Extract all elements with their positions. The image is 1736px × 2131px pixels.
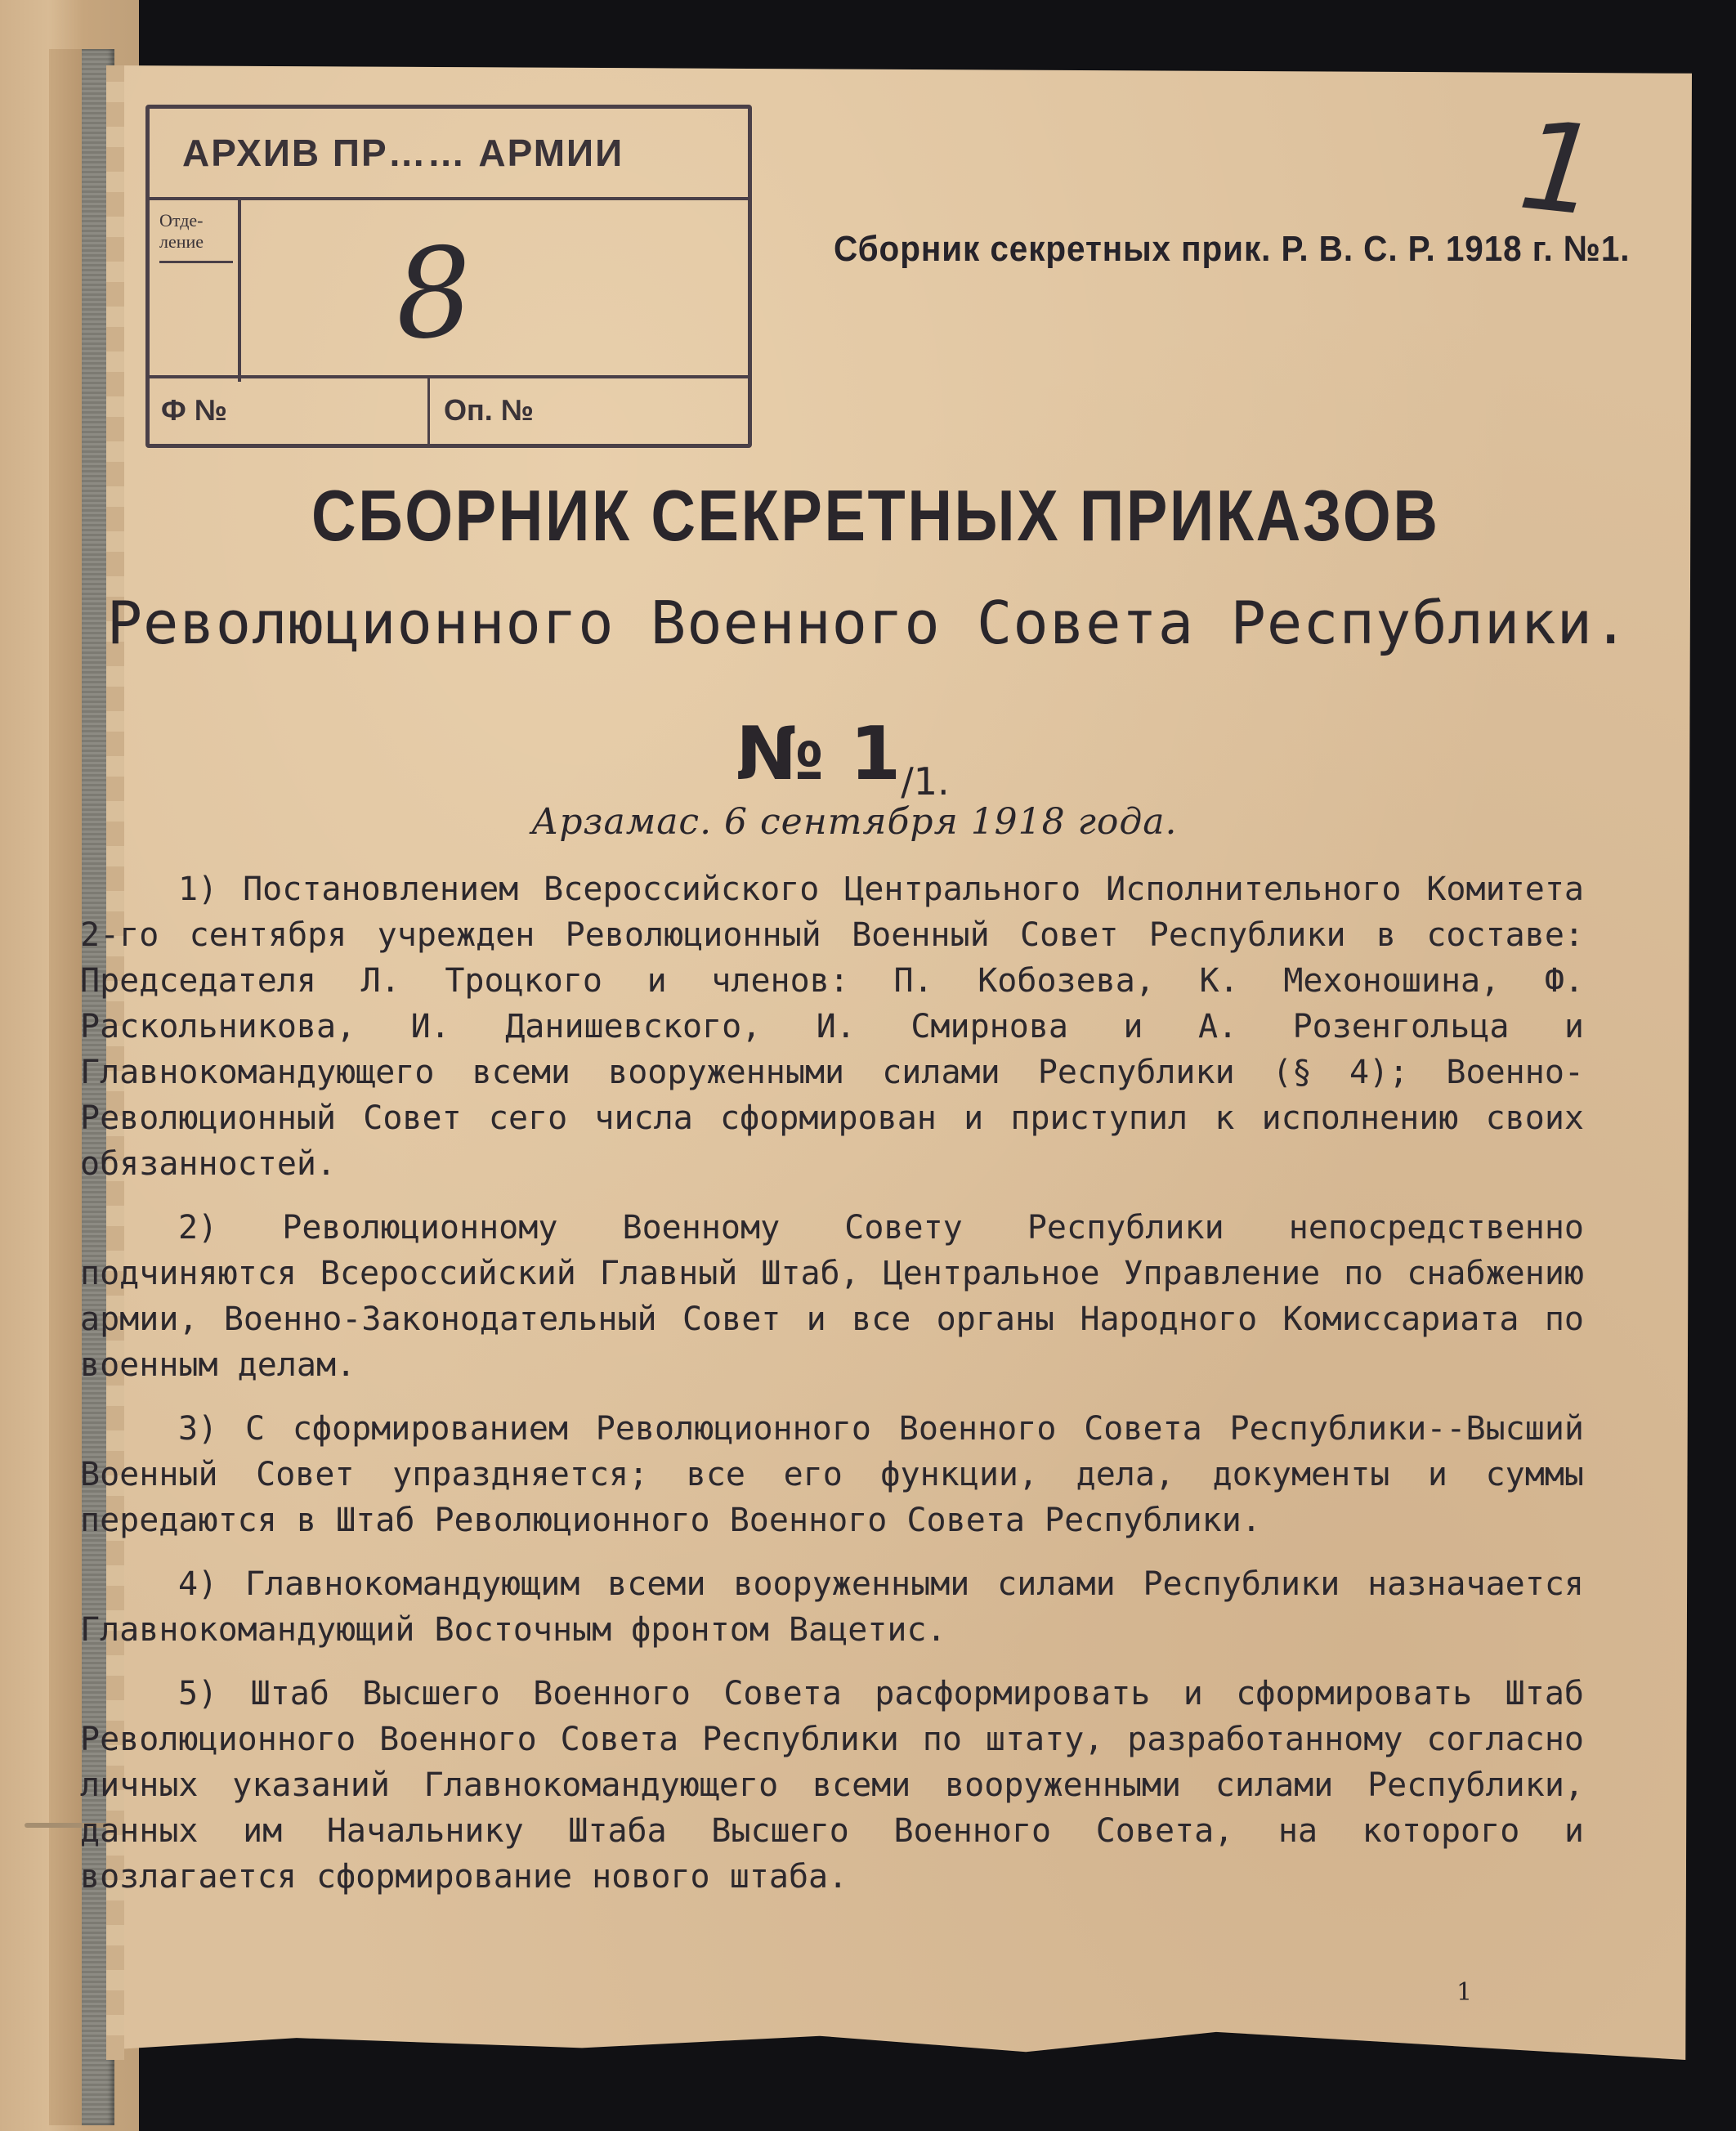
place-date: Арзамас. 6 сентября 1918 года. — [531, 801, 1178, 843]
stamp-section-label: Отде-ление — [159, 210, 233, 263]
paragraph-4: 4) Главнокомандующим всеми вооруженными силами Республики назначается Главнокомандующий Восточным фронтом Вацетис. — [80, 1565, 1584, 1649]
paragraph-1: 1) Постановлением Всероссийского Центрального Исполнительного Комитета 2-го сентября учрежден Революционный Военный Совет Республики в составе: Председателя Л. Троцкого и членов: П. Кобозева, К. Мехоношина, Ф. Раскольникова, И. Данишевского, И. Смирнова и А. Розенгольца и Главнокомандующего всеми вооруженными силами Республики (§ 4); Военно-Революционный Совет сего числа сформирован и приступил к исполнению своих обязанностей. — [80, 871, 1584, 1183]
header-reference: Сборник секретных прик. Р. В. С. Р. 1918 г. №1. — [834, 229, 1631, 269]
stamp-archive-name: АРХИВ ПР…… АРМИИ — [150, 109, 748, 200]
paragraph-2: 2) Революционному Военному Совету Республики непосредственно подчиняются Всероссийский Главный Штаб, Центральное Управление по снабжению армии, Военно-Законодательный Совет и все органы Народного Комиссариата по военным делам. — [80, 1209, 1584, 1384]
stamp-fond-label: Ф № — [161, 393, 227, 427]
stamp-footer — [150, 375, 748, 444]
document-title: СБОРНИК СЕКРЕТНЫХ ПРИКАЗОВ — [311, 475, 1440, 556]
document-subtitle: Революционного Военного Совета Республики. — [106, 589, 1630, 657]
stamp-section-cell — [150, 197, 241, 382]
order-number — [736, 711, 950, 804]
order-number-main: № 1 — [736, 711, 902, 797]
stamp-opis-label: Оп. № — [444, 393, 534, 427]
handwritten-sheet-number: 1 — [1513, 94, 1606, 244]
stamp-divider — [427, 378, 430, 444]
archive-stamp — [145, 105, 752, 448]
stamp-handwritten-number: 8 — [390, 220, 478, 369]
order-number-sub: /1. — [901, 759, 950, 804]
document-body — [80, 866, 1584, 1918]
paragraph-3: 3) С сформированием Революционного Военного Совета Республики--Высший Военный Совет упраздняется; все его функции, дела, документы и суммы передаются в Штаб Революционного Военного Совета Республики. — [80, 1410, 1584, 1539]
page-number: 1 — [1456, 1978, 1473, 2007]
binding-paper-edge — [49, 49, 82, 2125]
paragraph-5: 5) Штаб Высшего Военного Совета расформировать и сформировать Штаб Революционного Военного Совета Республики по штату, разработанному согласно личных указаний Главнокомандующего всеми вооруженными силами Республики, данных им Начальнику Штаба Высшего Военного Совета, на которого и возлагается сформирование нового штаба. — [80, 1675, 1584, 1896]
